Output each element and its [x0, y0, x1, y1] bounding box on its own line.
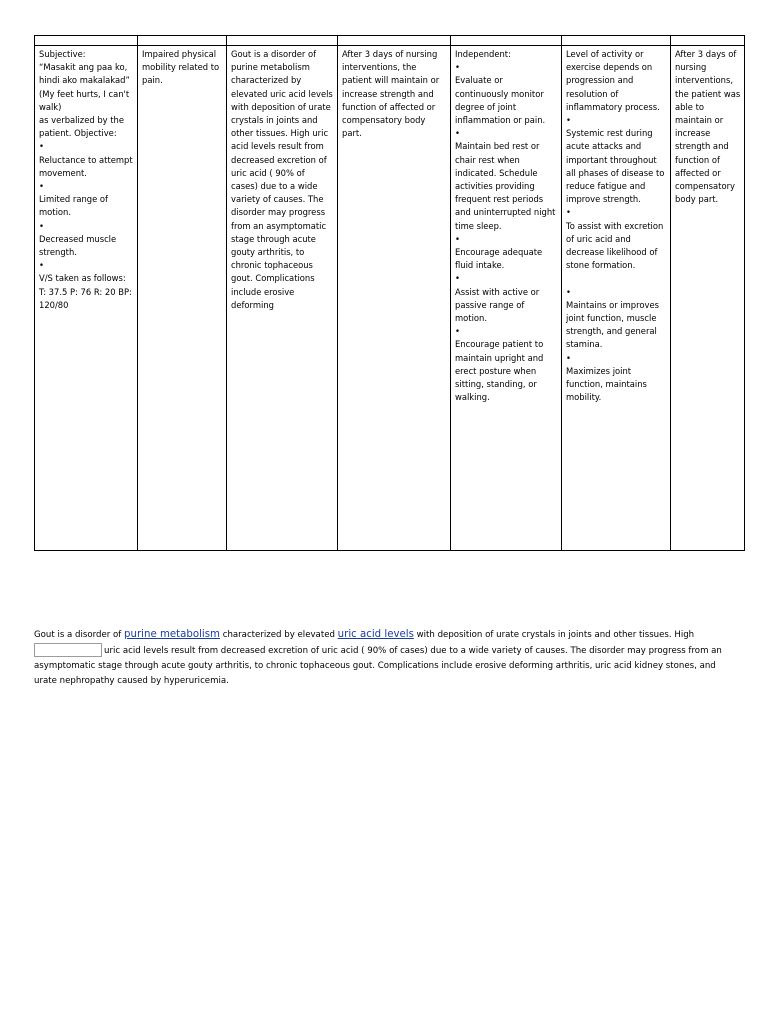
nursing-care-plan-table [34, 35, 745, 551]
evaluation-cell: After 3 days of nursing interventions, the patient was able to maintain or increase strength and function of affected or compensatory body part. [671, 46, 745, 551]
interventions-cell: Independent: • Evaluate or continuously monitor degree of joint inflammation or pain. • Maintain bed rest or chair rest when indicated. Schedule activities providing frequent rest periods and uninterrupted night time sleep. • Encourage adequate fluid intake. • Assist with active or passive range of motion. • Encourage patient to maintain upright and erect posture when sitting, standing, or walking. [451, 46, 562, 551]
planning-cell: After 3 days of nursing interventions, the patient will maintain or increase strength and function of affected or compensatory body part. [338, 46, 451, 551]
header-cell [35, 36, 138, 46]
blank-image-box [34, 643, 102, 657]
header-cell [227, 36, 338, 46]
purine-metabolism-link[interactable]: purine metabolism [124, 629, 220, 640]
paragraph-text: Gout is a disorder of [34, 630, 125, 640]
header-cell [671, 36, 745, 46]
diagnosis-cell: Impaired physical mobility related to pain. [138, 46, 227, 551]
table-header-row [35, 36, 745, 46]
uric-acid-levels-link[interactable]: uric acid levels [337, 629, 414, 640]
header-cell [338, 36, 451, 46]
header-cell [562, 36, 671, 46]
header-cell [451, 36, 562, 46]
rationale-cell: Level of activity or exercise depends on progression and resolution of inflammatory process. • Systemic rest during acute attacks and important throughout all phases of disease to reduce fatigue and improve strength. • To assist with excretion of uric acid and decrease likelihood of stone formation. • Maintains or improves joint function, muscle strength, and general stamina. • Maximizes joint function, maintains mobility. [562, 46, 671, 551]
table-row [35, 46, 745, 551]
paragraph-text: characterized by elevated [219, 630, 338, 640]
inference-cell: Gout is a disorder of purine metabolism characterized by elevated uric acid levels with deposition of urate crystals in joints and other tissues. High uric acid levels result from decreased excretion of uric acid ( 90% of cases) due to a wide variety of causes. The disorder may progress from an asymptomatic stage through acute gouty arthritis, to chronic tophaceous gout. Complications include erosive deforming [227, 46, 338, 551]
gout-description-paragraph [34, 627, 734, 689]
paragraph-text: uric acid levels result from decreased excretion of uric acid ( 90% of cases) due to a wide variety of causes. The disorder may progress from an asymptomatic stage through acute gouty arthritis, to chronic tophaceous gout. Complications include erosive deforming arthritis, uric acid kidney stones, and urate nephropathy caused by hyperuricemia. [34, 646, 722, 686]
header-cell [138, 36, 227, 46]
paragraph-text: with deposition of urate crystals in joints and other tissues. High [413, 630, 695, 640]
assessment-cell: Subjective: “Masakit ang paa ko, hindi ako makalakad” (My feet hurts, I can't walk) as verbalized by the patient. Objective: • Reluctance to attempt movement. • Limited range of motion. • Decreased muscle strength. • V/S taken as follows: T: 37.5 P: 76 R: 20 BP: 120/80 [35, 46, 138, 551]
